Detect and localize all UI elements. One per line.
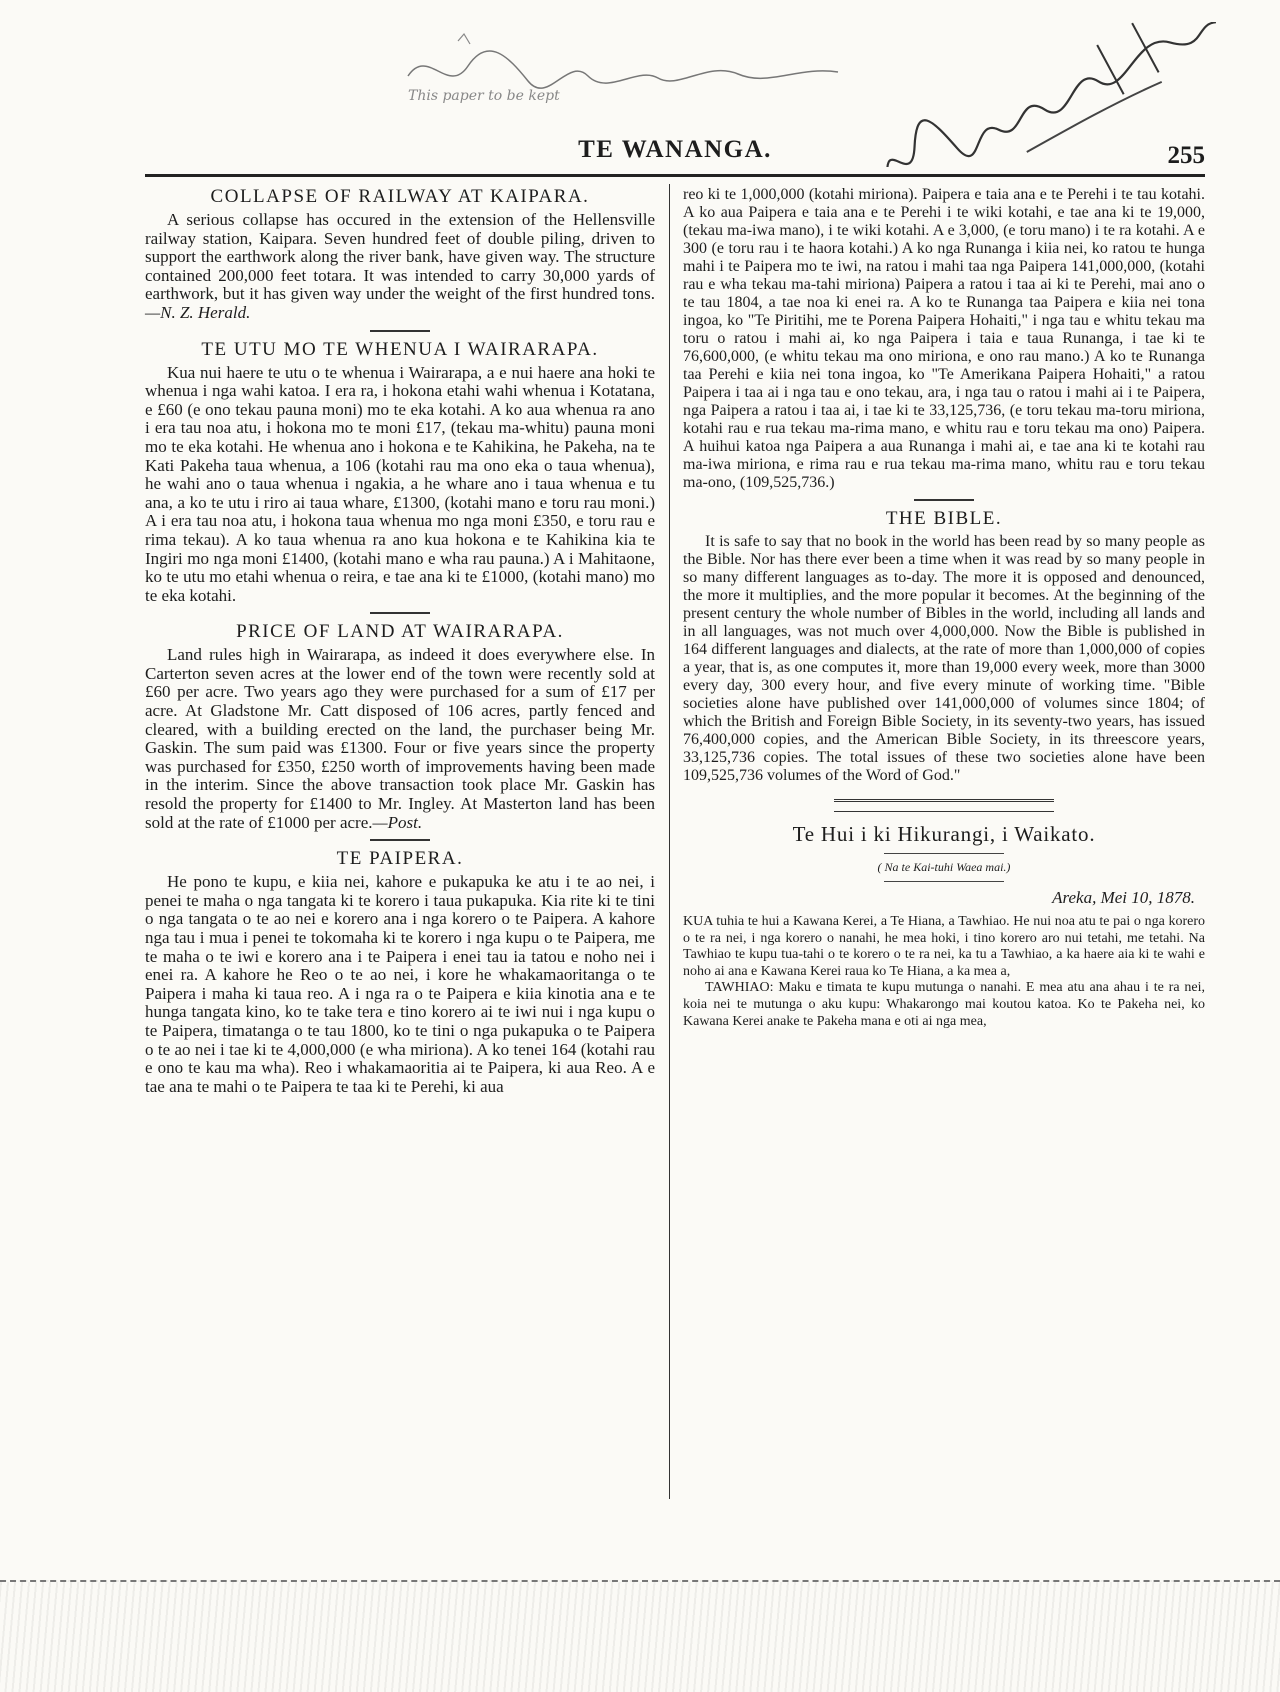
- scan-edge-noise: [0, 1580, 1280, 1692]
- article-byline: ( Na te Kai-tuhi Waea mai.): [877, 860, 1011, 874]
- article-body: [145, 211, 655, 323]
- article-dateline: Areka, Mei 10, 1878.: [1052, 888, 1195, 907]
- divider: [370, 612, 430, 614]
- ornament-rule: [884, 881, 1004, 882]
- article-body: It is safe to say that no book in the world has been read by so many people as the Bible. Nor has there ever been a time when it was read by so many people in so many different languages as to-day. The more it is opposed and denounced, the more it multiplies, and the more popular it becomes. At the beginning of the present century the whole number of Bibles in the world, including all lands and in all languages, was not much over 4,000,000. Now the Bible is published in 164 different languages and dialects, at the rate of more than 1,000,000 of copies a year, that is, as one computes it, more than 19,000 every week, more than 3000 every day, 300 every hour, and five every minute of working time. "Bible societies alone have published over 141,000,000 of volumes since 1804; of which the British and Foreign Bible Society, in its seventy-two years, has issued 76,400,000 copies, and the American Bible Society, in its threescore years, 33,125,736 copies. The total issues of these two societies alone have been 109,525,736 volumes of the Word of God.": [683, 533, 1205, 784]
- article-heading: PRICE OF LAND AT WAIRARAPA.: [236, 621, 564, 643]
- article-body: [683, 980, 1205, 1030]
- article-heading: Te Hui i ki Hikurangi, i Waikato.: [792, 822, 1096, 846]
- divider: [914, 499, 974, 501]
- article-body: KUA tuhia te hui a Kawana Kerei, a Te Hiana, a Tawhiao. He nui noa atu te pai o nga korero o te ra nei, i nga korero o nanahi, he mea hoki, i tino korero aro nui tetahi, me tetahi. Na Tawhiao te kupu tua-tahi o te korero o te ra nei, ka tu a Tawhiao, a ka haere aia ki te wahi e noho ai ana e Kawana Kerei raua ko Te Hiana, a ka mea a,: [683, 914, 1205, 979]
- article-body: [145, 646, 655, 832]
- speaker-name: TAWHIAO:: [705, 980, 774, 996]
- article-heading: COLLAPSE OF RAILWAY AT KAIPARA.: [210, 186, 590, 207]
- handwritten-note-left: [398, 26, 858, 106]
- newspaper-title: TE WANANGA.: [578, 136, 772, 163]
- masthead: [145, 136, 1205, 172]
- article-source: —N. Z. Herald.: [145, 302, 251, 322]
- right-column: [683, 186, 1205, 1030]
- article-text: Land rules high in Wairarapa, as indeed it does everywhere else. In Carterton seven acres at the lower end of the town were recently sold at £60 per acre. Two years ago they were purchased for a sum of £17 per acre. At Gladstone Mr. Catt disposed of 106 acres, partly fenced and cleared, with a building erected on the land, the purchaser being Mr. Gaskin. The sum paid was £1300. Four or five years since the property was purchased for £350, £250 worth of improvements having been made in the interim. Since the above transaction took place Mr. Gaskin has resold the property for £1400 to Mr. Ingley. At Masterton land has been sold at the rate of £1000 per acre.: [145, 645, 655, 832]
- page-number: 255: [1167, 142, 1205, 169]
- left-note-text: This paper to be kept: [408, 88, 560, 104]
- article-body: He pono te kupu, e kiia nei, kahore e pukapuka ke atu i te ao nei, i penei te maha o nga tangata ki te korero i taua pukapuka. Kia rite ki te tini o nga tangata o te ao nei e korero ana i nga korero o te Paipera. A kahore nga tau i mua i penei te tokomaha ki te korero i nga kupu o te Paipera, me te maha o te iwi e korero ana i te Paipera i enei tau ia tatou e noho nei i enei ra. A kahore he Reo o te ao nei, i kore he whakamaoritanga o te Paipera i maha ki taua reo. A i nga ra o te Paipera e kiia kinotia ana e te hunga tangata kino, ko te take tera e tino korero ai te iwi nui i nga kupu o te Paipera, timatanga o te tau 1800, ko te tini o nga pukapuka o te Paipera o te ao nei i tae ki te 4,000,000 (e wha miriona). A ko tenei 164 (kotahi rau e ono te kau ma wha). Reo i whakamaoritia ai te Paipera, ki aua Reo. A e tae ana te mahi o te Paipera te taa ki te Perehi, ki aua: [145, 872, 655, 1096]
- column-rule: [669, 184, 670, 1499]
- masthead-rule: [145, 174, 1205, 177]
- speech-text: Maku e timata te kupu mutunga o nanahi. E mea atu ana ahau i te ra nei, koia nei te mutunga o aku kupu: Whakarongo mai koutou katoa. Ko te Pakeha nei, ko Kawana Kerei anake te Pakeha mana e oti ai nga mea,: [683, 980, 1205, 1029]
- article-body: Kua nui haere te utu o te whenua i Wairarapa, a e nui haere ana hoki te whenua i nga wahi katoa. I era ra, i hokona etahi wahi whenua i Kotatana, e £60 (e ono tekau pauna moni) mo te eka kotahi. A ko aua whenua ra ano i era tau noa atu, i hokona mo te moni £17, (tekau ma-whitu) pauna moni mo te eka kotahi. He whenua ano i hokona e te Kahikina, he Pakeha, na te Kati Pakeha taua whenua, a 106 (kotahi rau ma ono eka o taua whenua), he wahi ano o taua whenua i ngakia, a he whare ano i taua whenua e tu ana, a ko te utu i riro ai taua whare, £1300, (kotahi mano e toru rau moni.) A i era tau noa atu, i hokona taua whenua mo nga moni £350, e toru rau e rima tekau). A ko taua whenua ra ano kua hokona e te Kahikina kia te Ingiri mo nga moni £1400, (kotahi mano e wha rau pauna.) A i Mahitaone, ko te utu mo etahi whenua o reira, e tae ana ki te £1000, (kotahi mano) mo te eka kotahi.: [145, 362, 655, 605]
- ornament-rule: [834, 799, 1054, 812]
- ornament-rule: [884, 853, 1004, 854]
- article-continuation: reo ki te 1,000,000 (kotahi miriona). Paipera e taia ana e te Perehi i te tau kotahi. A ko aua Paipera e taia ana e te Perehi i te wiki kotahi, e tae ana ki te 19,000, (tekau ma-iwa mano), i te wiki kotahi. A e 3,000, (e toru mano) i te ra kotahi. A e 300 (e toru rau i te haora kotahi.) A ko nga Runanga i kiia nei, ko ratou te hunga mahi i te Paipera mo te iwi, na ratou i mahi taa nga Paipera 141,000,000, (kotahi rau e wha tekau ma-tahi miriona) Paipera a ratou i taa ai ki te Perehi, mai ano o te tau 1804, a tae noa ki enei ra. A ko te Runanga taa Paipera e kiia nei tona ingoa, ko "Te Piritihi, me te Porena Paipera Hohaiti," i nga tau e whitu tekau ma toru o ratou i mahi ai, ko nga Paipera i taia e taua Runanga, i tae ki te 76,600,000, (e whitu tekau ma ono miriona, e ono rau mano.) A ko te Runanga taa Perehi e kiia nei tona ingoa, ko "Te Amerikana Paipera Hohaiti," a ratou Paipera i taa ai i nga tau e ono tekau, ara, i nga tau o ratou i mahi ai i te Paipera, nga Paipera a ratou i taa ai, i tae ki te 33,125,736, (e toru tekau ma-toru miriona, kotahi rau e rua tekau ma-rima mano, e whitu rau e toru tekau ma ono) Paipera. A huihui katoa nga Paipera a aua Runanga i mahi ai, e tae ana ki te kotahi rau ma-iwa miriona, e rima rau e rua tekau ma-rima mano, whitu rau e toru tekau ma-ono, (109,525,736.): [683, 186, 1205, 491]
- divider: [370, 330, 430, 332]
- article-heading: TE UTU MO TE WHENUA I WAIRARAPA.: [201, 338, 599, 360]
- article-heading: TE PAIPERA.: [336, 848, 464, 870]
- article-heading: THE BIBLE.: [885, 508, 1003, 529]
- article-source: —Post.: [372, 812, 423, 832]
- divider: [370, 839, 430, 841]
- left-column: [145, 186, 655, 1096]
- article-text: A serious collapse has occured in the extension of the Hellensville railway station, Kaipara. Seven hundred feet of double piling, driven to support the earthwork along the river bank, have given way. The structure contained 200,000 feet totara. It was intended to carry 30,000 yards of earthwork, but it has given way under the weight of the first hundred tons.: [145, 210, 655, 304]
